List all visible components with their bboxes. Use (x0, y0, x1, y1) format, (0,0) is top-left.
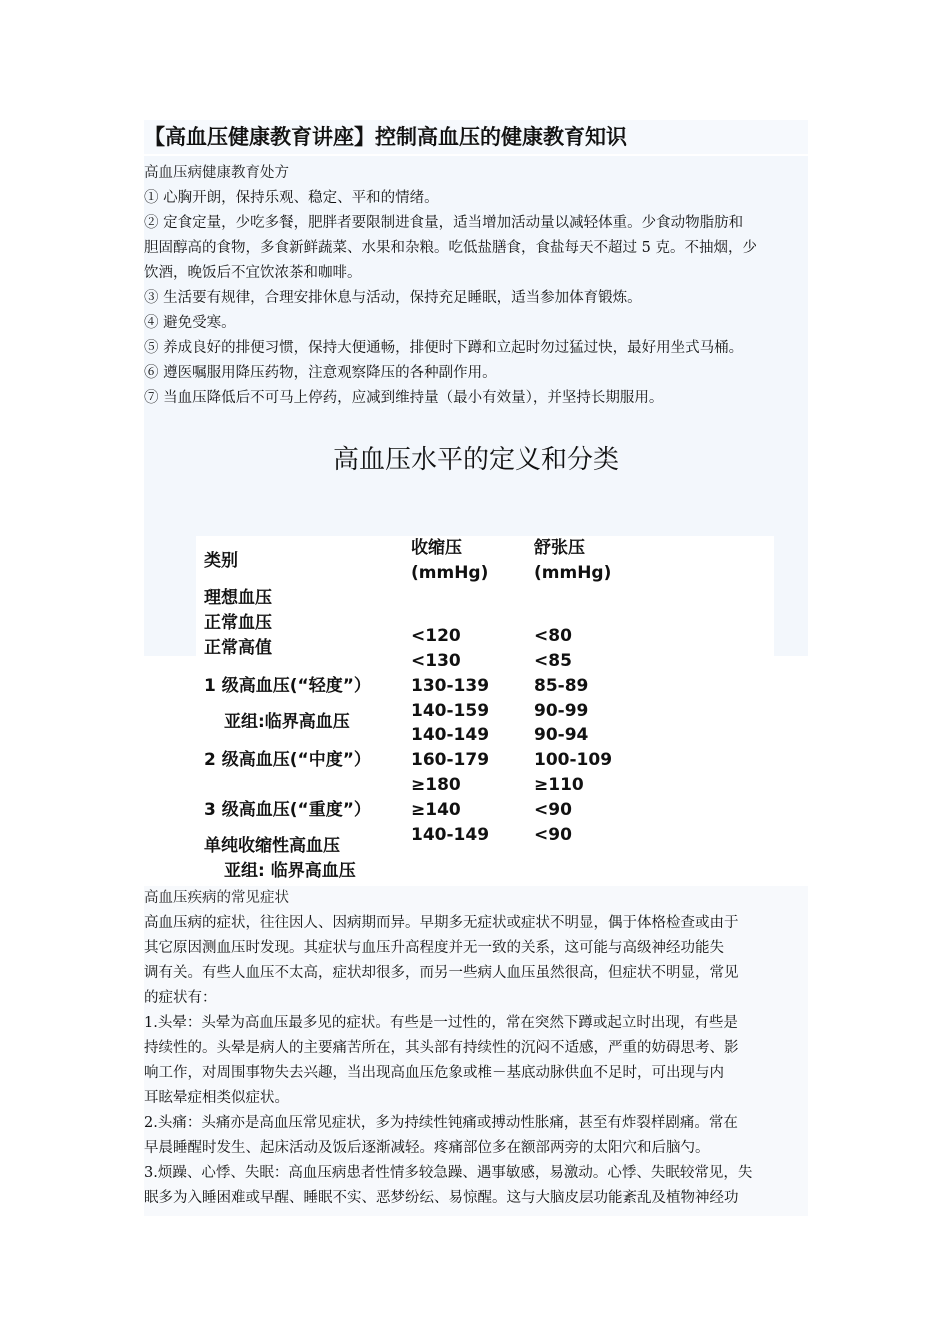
header-diastolic: 舒张压 (534, 538, 585, 558)
category-label: 正常血压 (204, 613, 272, 633)
diastolic-value: 85-89 (534, 676, 589, 696)
document-title: 【高血压健康教育讲座】控制高血压的健康教育知识 (144, 120, 808, 154)
prescription-line: ⑥ 遵医嘱服用降压药物，注意观察降压的各种副作用。 (144, 365, 497, 381)
header-diastolic-unit: (mmHg) (534, 563, 612, 583)
systolic-value: 140-159 (411, 701, 490, 721)
diastolic-value: ≥110 (534, 775, 584, 795)
systolic-value: <130 (411, 651, 461, 671)
diastolic-value: <90 (534, 825, 572, 845)
symptoms-line: 耳眩晕症相类似症状。 (144, 1090, 289, 1106)
prescription-line: ③ 生活要有规律，合理安排休息与活动，保持充足睡眠，适当参加体育锻炼。 (144, 290, 642, 306)
classification-heading: 高血压水平的定义和分类 (332, 445, 619, 475)
symptoms-line: 其它原因测血压时发现。其症状与血压升高程度并无一致的关系，这可能与高级神经功能失 (144, 940, 724, 956)
symptoms-line: 的症状有： (144, 990, 217, 1006)
diastolic-value: 90-99 (534, 701, 589, 721)
header-systolic-unit: (mmHg) (411, 563, 489, 583)
bp-classification-table (196, 536, 774, 888)
systolic-value: 140-149 (411, 825, 490, 845)
diastolic-value: <90 (534, 800, 572, 820)
symptoms-line: 调有关。有些人血压不太高，症状却很多，而另一些病人血压虽然很高，但症状不明显，常见 (144, 965, 739, 981)
symptoms-line: 早晨睡醒时发生、起床活动及饭后逐渐减轻。疼痛部位多在额部两旁的太阳穴和后脑勺。 (144, 1140, 710, 1156)
category-label: 亚组:临界高血压 (224, 712, 350, 732)
symptoms-line: 1.头晕：头晕为高血压最多见的症状。有些是一过性的，常在突然下蹲或起立时出现，有些是 (144, 1015, 738, 1031)
prescription-line: ⑤ 养成良好的排便习惯，保持大便通畅，排便时下蹲和立起时勿过猛过快，最好用坐式马桶。 (144, 340, 744, 356)
diastolic-value: <85 (534, 651, 572, 671)
systolic-value: <120 (411, 626, 461, 646)
diastolic-value: <80 (534, 626, 572, 646)
symptoms-line: 2.头痛：头痛亦是高血压常见症状，多为持续性钝痛或搏动性胀痛，甚至有炸裂样剧痛。常在 (144, 1115, 738, 1131)
prescription-line: ④ 避免受寒。 (144, 315, 236, 331)
diastolic-value: 100-109 (534, 750, 613, 770)
systolic-value: 160-179 (411, 750, 490, 770)
symptoms-line: 眠多为入睡困难或早醒、睡眠不实、恶梦纷纭、易惊醒。这与大脑皮层功能紊乱及植物神经功 (144, 1190, 739, 1206)
symptoms-line: 响工作，对周围事物失去兴趣，当出现高血压危象或椎－基底动脉供血不足时，可出现与内 (144, 1065, 724, 1081)
symptoms-line: 高血压病的症状，往往因人、因病期而异。早期多无症状或症状不明显，偶于体格检查或由于 (144, 915, 739, 931)
prescription-line: ① 心胸开朗，保持乐观、稳定、平和的情绪。 (144, 190, 439, 206)
symptoms-line: 3.烦躁、心悸、失眠：高血压病患者性情多较急躁、遇事敏感，易激动。心悸、失眠较常见，失 (144, 1165, 753, 1181)
prescription-line: ⑦ 当血压降低后不可马上停药，应减到维持量（最小有效量），并坚持长期服用。 (144, 390, 664, 406)
systolic-value: 140-149 (411, 725, 490, 745)
prescription-line: 饮酒，晚饭后不宜饮浓茶和咖啡。 (144, 265, 362, 281)
header-systolic: 收缩压 (411, 538, 462, 558)
category-label: 正常高值 (204, 638, 272, 658)
category-label: 1 级高血压(“轻度”） (204, 676, 371, 696)
systolic-value: ≥140 (411, 800, 461, 820)
systolic-value: 130-139 (411, 676, 490, 696)
category-label: 3 级高血压(“重度”） (204, 800, 371, 820)
prescription-line: ② 定食定量，少吃多餐，肥胖者要限制进食量，适当增加活动量以减轻体重。少食动物脂肪和 (144, 215, 744, 231)
systolic-value: ≥180 (411, 775, 461, 795)
category-label: 2 级高血压(“中度”） (204, 750, 371, 770)
header-category: 类别 (204, 551, 238, 571)
diastolic-value: 90-94 (534, 725, 589, 745)
prescription-heading: 高血压病健康教育处方 (144, 165, 289, 181)
category-label: 亚组: 临界高血压 (224, 861, 356, 881)
symptoms-heading: 高血压疾病的常见症状 (144, 890, 289, 906)
category-label: 单纯收缩性高血压 (204, 836, 340, 856)
category-label: 理想血压 (204, 588, 272, 608)
symptoms-line: 持续性的。头晕是病人的主要痛苦所在，其头部有持续性的沉闷不适感，严重的妨碍思考、影 (144, 1040, 739, 1056)
prescription-line: 胆固醇高的食物，多食新鲜蔬菜、水果和杂粮。吃低盐膳食，食盐每天不超过 5 克。不抽烟，少 (144, 240, 757, 256)
